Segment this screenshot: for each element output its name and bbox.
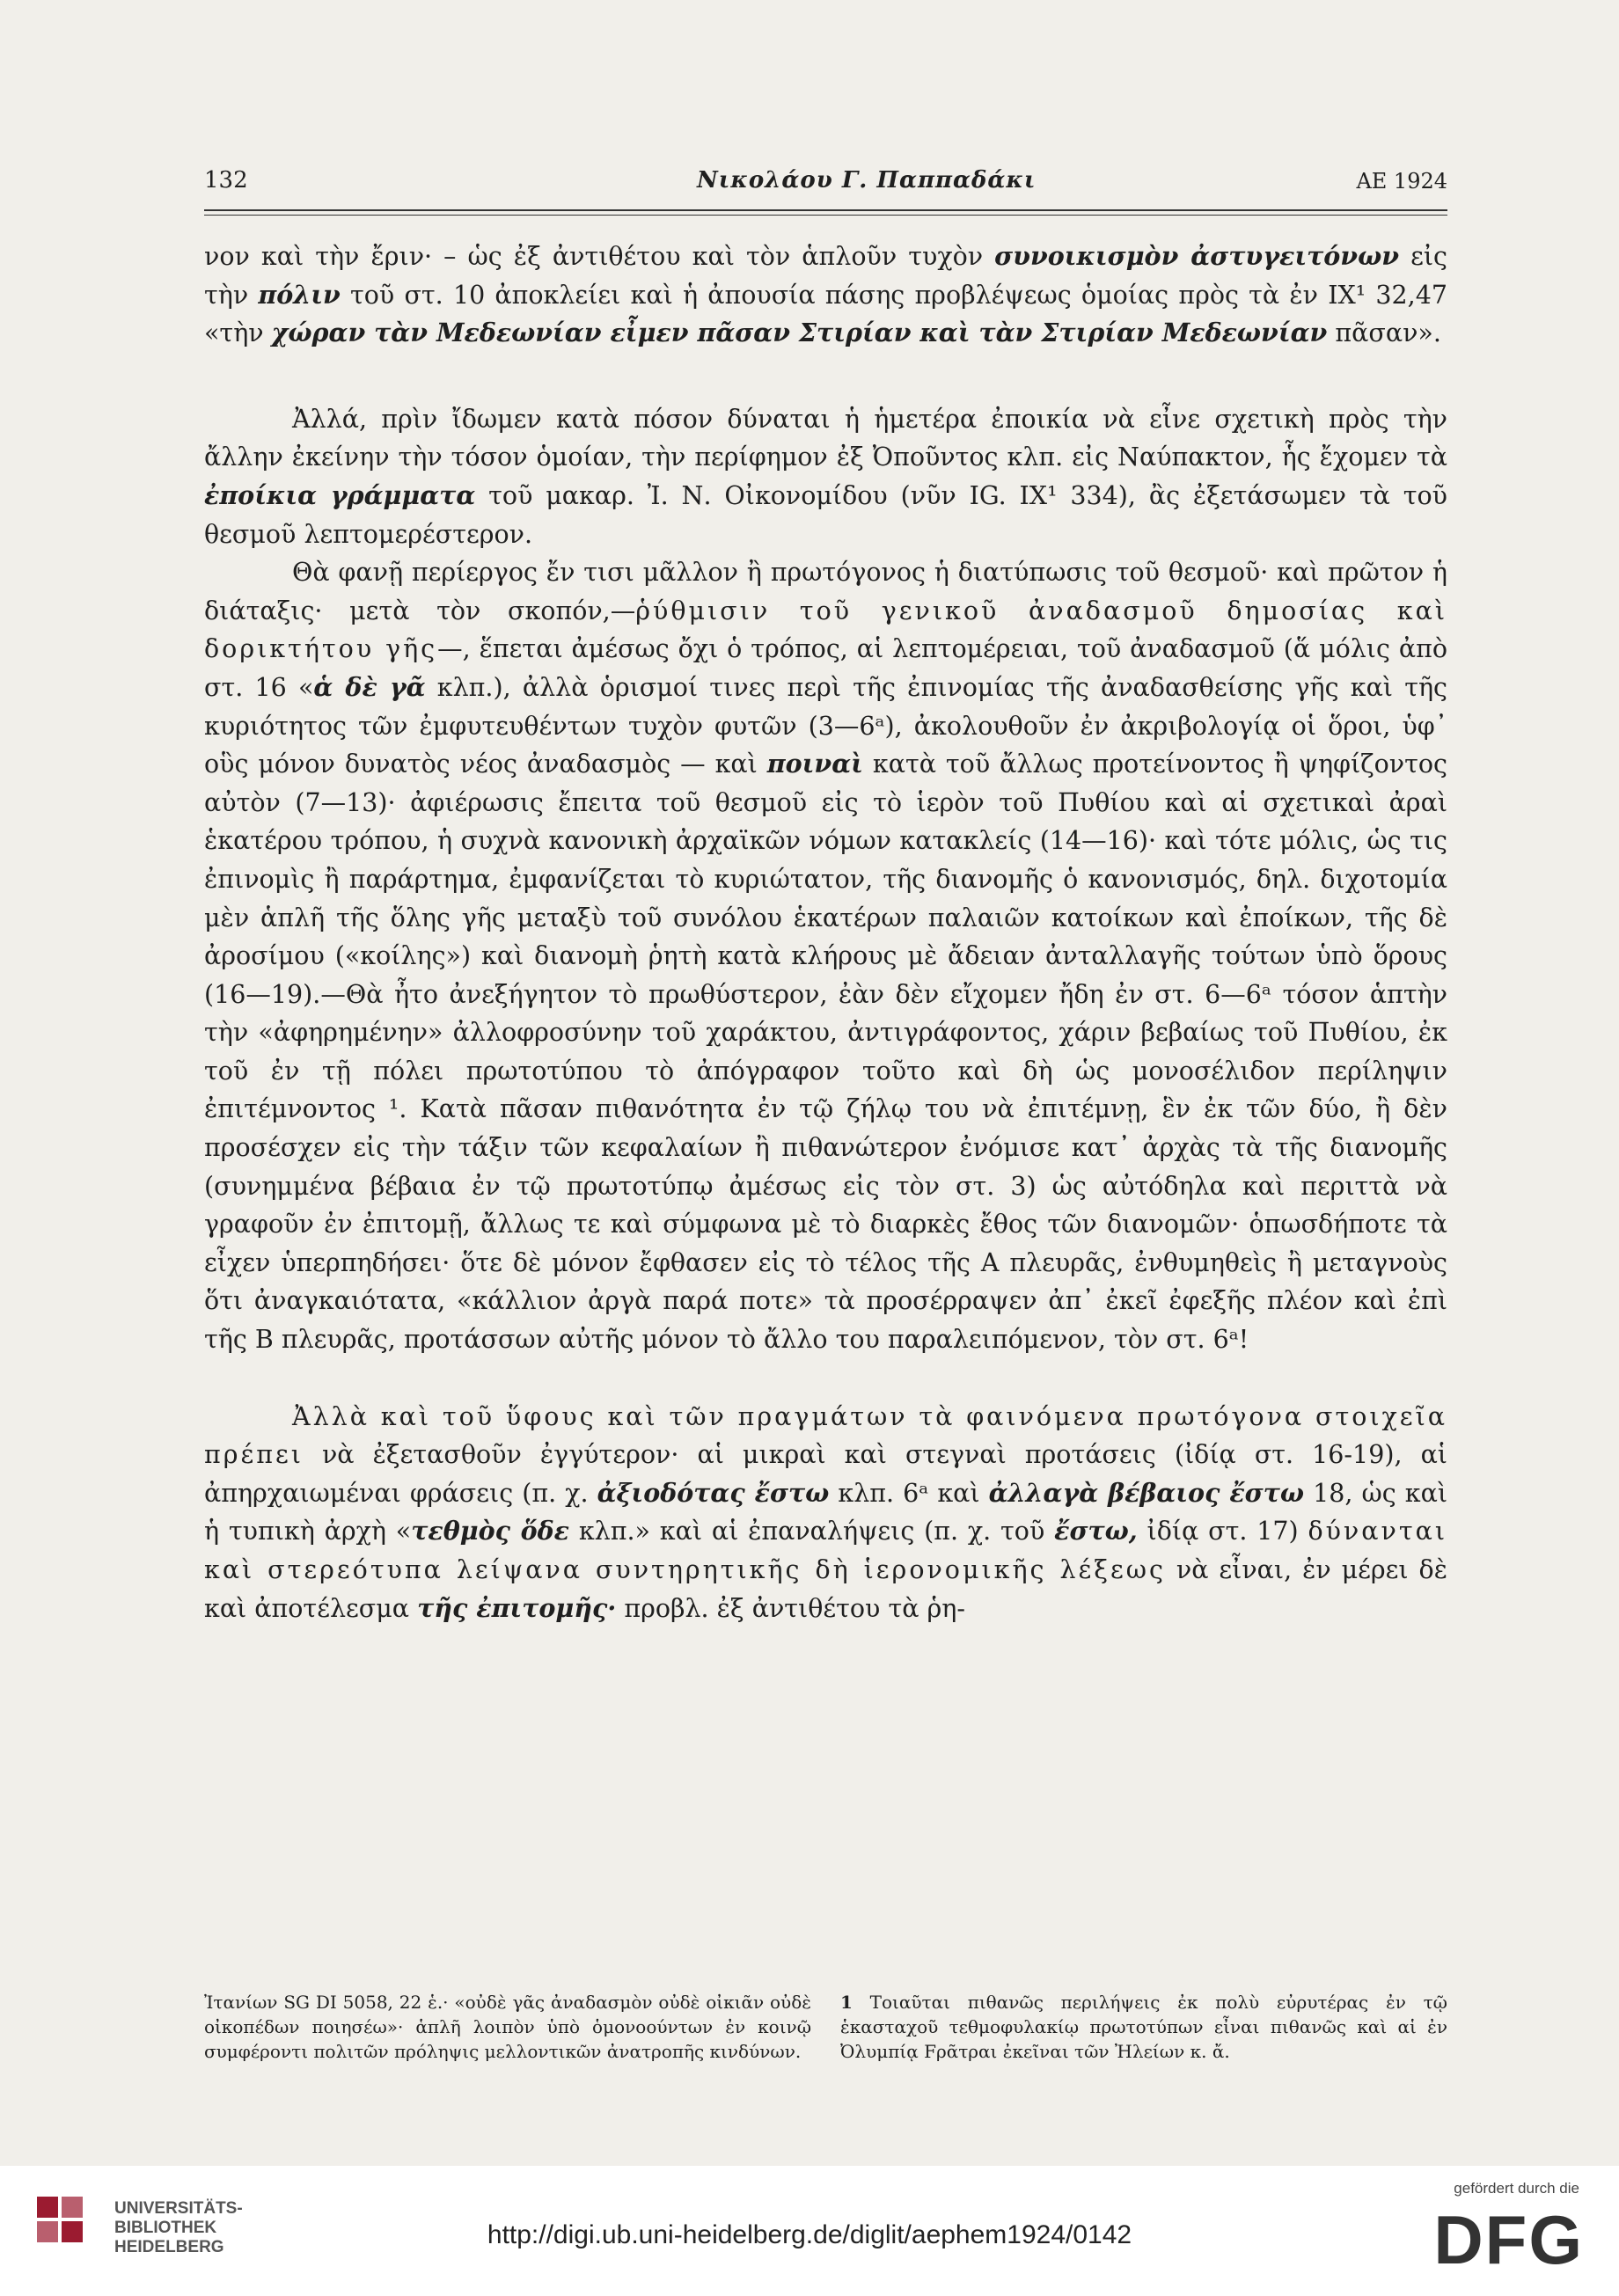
dfg-logo: DFG — [1433, 2201, 1584, 2278]
running-header — [204, 167, 1447, 202]
footnote-continued: Ἰτανίων SG DI 5058, 22 ἑ.· «οὐδὲ γᾶς ἀναδασμὸν οὐδὲ οἰκιᾶν οὐδὲ οἰκοπέδων ποιησέω»· ἁπλῆ λοιπὸν ὑπὸ ὁμονοούντων ἐν κοινῷ συμφέροντι πολιτῶν πρόληψις μελλοντικῶν ἀνατροπῆς κινδύνων. — [204, 1992, 811, 2062]
paragraph-2: Ἀλλά, πρὶν ἴδωμεν κατὰ πόσον δύναται ἡ ἡμετέρα ἐποικία νὰ εἶνε σχετικὴ πρὸς τὴν ἄλλην ἐκείνην τὴν τόσον ὁμοίαν, τὴν περίφημον ἐξ Ὀποῦντος κλπ. εἰς Ναύπακτον, ἧς ἔχομεν τὰ ἐποίκια γράμματα τοῦ μακαρ. Ἰ. Ν. Οἰκονομίδου (νῦν IG. IX¹ 334), ἂς ἐξετάσωμεν τὰ τοῦ θεσμοῦ λεπτομερέστερον. — [204, 404, 1447, 549]
running-title: Νικολάου Γ. Παππαδάκι — [697, 167, 1037, 194]
journal-year: ΑΕ 1924 — [1356, 169, 1447, 194]
page-number: 132 — [204, 167, 248, 194]
paragraph-3: Θὰ φανῇ περίεργος ἔν τισι μᾶλλον ἢ πρωτόγονος ἡ διατύπωσις τοῦ θεσμοῦ· καὶ πρῶτον ἡ διάταξις· μετὰ τὸν σκοπόν,—ῥύθμισιν τοῦ γενικοῦ ἀναδασμοῦ δημοσίας καὶ δορικτήτου γῆς—, ἕπεται ἀμέσως ὄχι ὁ τρόπος, αἱ λεπτομέρειαι, τοῦ ἀναδασμοῦ (ἅ μόλις ἀπὸ στ. 16 «ἁ δὲ γᾶ κλπ.), ἀλλὰ ὁρισμοί τινες περὶ τῆς ἐπινομίας τῆς ἀναδασθείσης γῆς καὶ τῆς κυριότητος τῶν ἐμφυτευθέντων τυχὸν φυτῶν (3—6ᵃ), ἀκολουθοῦν ἐν ἀκριβολογίᾳ οἱ ὅροι, ὑφ᾽ οὓς μόνον δυνατὸς νέος ἀναδασμὸς — καὶ ποιναὶ κατὰ τοῦ ἄλλως προτείνοντος ἢ ψηφίζοντος αὐτὸν (7—13)· ἀφιέρωσις ἔπειτα τοῦ θεσμοῦ εἰς τὸ ἱερὸν τοῦ Πυθίου καὶ αἱ σχετικαὶ ἀραὶ ἑκατέρου τρόπου, ἡ συχνὰ κανονικὴ ἀρχαϊκῶν νόμων κατακλείς (14—16)· καὶ τότε μόλις, ὡς τις ἐπινομὶς ἢ παράρτημα, ἐμφανίζεται τὸ κυριώτατον, τῆς διανομῆς ὁ κανονισμός, δηλ. διχοτομία μὲν ἁπλῆ τῆς ὅλης γῆς μεταξὺ τοῦ συνόλου ἑκατέρων παλαιῶν κατοίκων καὶ ἐποίκων, τῆς δὲ ἀροσίμου («κοίλης») καὶ διανομὴ ῥητὴ κατὰ κλήρους μὲ ἄδειαν ἀνταλλαγῆς τούτων ὑπὸ ὅρους (16—19).—Θὰ ἦτο ἀνεξήγητον τὸ πρωθύστερον, ἐὰν δὲν εἴχομεν ἤδη ἐν στ. 6—6ᵃ τόσον ἁπτὴν τὴν «ἀφηρημένην» ἀλλοφροσύνην τοῦ χαράκτου, ἀντιγράφοντος, χάριν βεβαίως τοῦ Πυθίου, ἐκ τοῦ ἐν τῇ πόλει πρωτοτύπου τὸ ἀπόγραφον τοῦτο καὶ δὴ ὡς μονοσέλιδον περίληψιν ἐπιτέμνοντος ¹. Κατὰ πᾶσαν πιθανότητα ἐν τῷ ζήλῳ του νὰ ἐπιτέμνῃ, ἓν ἐκ τῶν δύο, ἢ δὲν προσέσχεν εἰς τὴν τάξιν τῶν κεφαλαίων ἢ πιθανώτερον ἐνόμισε κατ᾽ ἀρχὰς τὰ τῆς διανομῆς (συνημμένα βέβαια ἐν τῷ πρωτοτύπῳ ἀμέσως εἰς τὸν στ. 3) ὡς αὐτόδηλα καὶ περιττὰ νὰ γραφοῦν ἐν ἐπιτομῇ, ἄλλως τε καὶ σύμφωνα μὲ τὸ διαρκὲς ἔθος τῶν διανομῶν· ὁπωσδήποτε τὰ εἶχεν ὑπερπηδήσει· ὅτε δὲ μόνον ἔφθασεν εἰς τὸ τέλος τῆς Α πλευρᾶς, ἐνθυμηθεὶς ἢ μεταγνοὺς ὅτι ἀναγκαιότατα, «κάλλιον ἀργὰ παρά ποτε» τὰ προσέρραψεν ἀπ᾽ ἐκεῖ ἐφεξῆς πλέον καὶ ἐπὶ τῆς Β πλευρᾶς, προτάσσων αὐτῆς μόνον τὸ ἄλλο του παραλειπόμενον, τὸν στ. 6ᵃ! — [204, 558, 1448, 1355]
permalink-url[interactable]: http://digi.ub.uni-heidelberg.de/diglit/aephem1924/0142 — [487, 2220, 1132, 2249]
main-text — [204, 238, 1447, 1627]
paragraph-1: νον καὶ τὴν ἔριν· – ὡς ἐξ ἀντιθέτου καὶ τὸν ἁπλοῦν τυχὸν συνοικισμὸν ἀστυγειτόνων εἰς τὴν πόλιν τοῦ στ. 10 ἀποκλείει καὶ ἡ ἀπουσία πάσης προβλέψεως ὁμοίας πρὸς τὰ ἐν IX¹ 32,47 «τὴν χώραν τὰν Μεδεωνίαν εἶμεν πᾶσαν Στιρίαν καὶ τὰν Στιρίαν Μεδεωνίαν πᾶσαν». — [204, 241, 1447, 348]
footnotes — [204, 1990, 1447, 2064]
digitization-footer — [0, 2166, 1619, 2296]
footnote-1: 1 Τοιαῦται πιθανῶς περιλήψεις ἐκ πολὺ εὐρυτέρας ἐν τῷ ἑκασταχοῦ τεθμοφυλακίῳ πρωτοτύπων εἶναι πιθανῶς καὶ αἱ ἐν Ὀλυμπίᾳ Fρᾶτραι ἐκεῖναι τῶν Ἠλείων κ. ἄ. — [840, 1992, 1447, 2062]
header-rule — [204, 209, 1447, 211]
paragraph-4: Ἀλλὰ καὶ τοῦ ὕφους καὶ τῶν πραγμάτων τὰ φαινόμενα πρωτόγονα στοιχεῖα πρέπει νὰ ἐξετασθοῦν ἐγγύτερον· αἱ μικραὶ καὶ στεγναὶ προτάσεις (ἰδίᾳ στ. 16-19), αἱ ἀπηρχαιωμέναι φράσεις (π. χ. ἀξιοδότας ἔστω κλπ. 6ᵃ καὶ ἀλλαγὰ βέβαιος ἔστω 18, ὡς καὶ ἡ τυπικὴ ἀρχὴ «τεθμὸς ὅδε κλπ.» καὶ αἱ ἐπαναλήψεις (π. χ. τοῦ ἔστω, ἰδίᾳ στ. 17) δύνανται καὶ στερεότυπα λείψανα συντηρητικῆς δὴ ἱερονομικῆς λέξεως νὰ εἶναι, ἐν μέρει δὲ καὶ ἀποτέλεσμα τῆς ἐπιτομῆς· προβλ. ἐξ ἀντιθέτου τὰ ῥη- — [204, 1401, 1448, 1623]
funding-caption: gefördert durch die — [1454, 2180, 1579, 2197]
library-name: UNIVERSITÄTS- BIBLIOTHEK HEIDELBERG — [114, 2199, 243, 2256]
header-rule-thin — [204, 215, 1447, 216]
